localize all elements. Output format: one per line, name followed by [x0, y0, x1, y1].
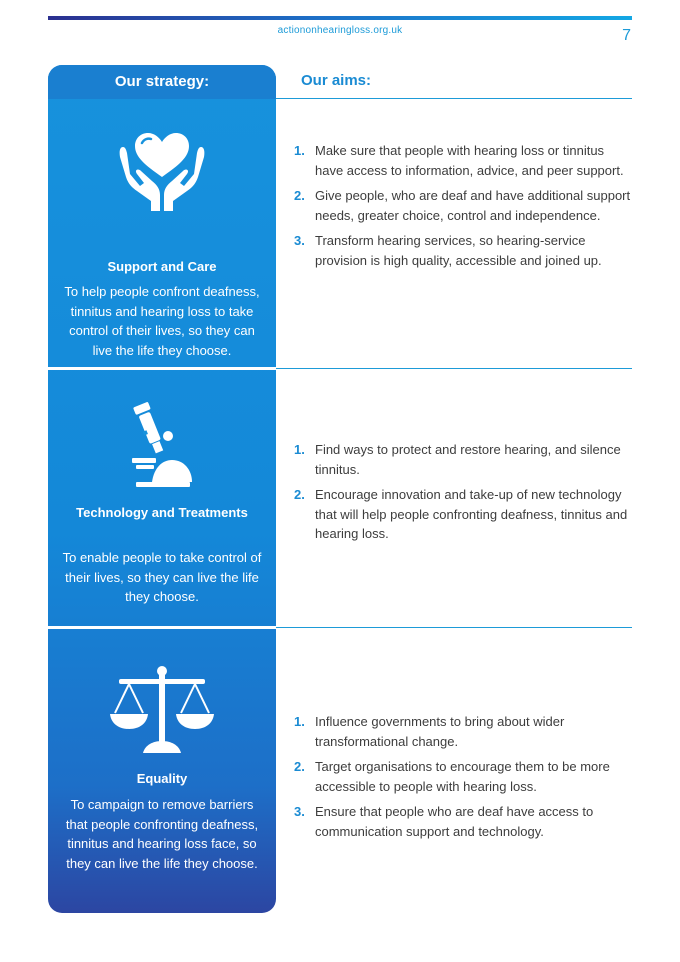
aim-item: 1. Influence governments to bring about wider transformational change. [294, 714, 565, 749]
aim-item: 3. Transform hearing services, so hearing-service provision is high quality, accessible and joined up. [294, 233, 602, 268]
scales-icon [107, 665, 217, 762]
aims-section-rule [276, 368, 632, 369]
microscope-icon [122, 398, 202, 495]
section-description: To help people confront deafness, tinnitus and hearing loss to take control of their lives, so they can live the life they choose. [64, 284, 260, 358]
aim-item: 3. Ensure that people who are deaf have access to communication support and technology. [294, 804, 594, 839]
section-title: Technology and Treatments [76, 505, 248, 520]
aims-heading-rule [276, 98, 632, 99]
aim-item: 1. Make sure that people with hearing loss or tinnitus have access to information, advice, and peer support. [294, 143, 624, 178]
aims-section-rule [276, 627, 632, 628]
aim-item: 2. Encourage innovation and take-up of new technology that will help people confronting deafness, tinnitus and hearing loss. [294, 487, 628, 541]
strategy-equality [48, 629, 276, 913]
aim-item: 1. Find ways to protect and restore hearing, and silence tinnitus. [294, 442, 621, 477]
page-number: 7 [622, 27, 631, 44]
section-description: To campaign to remove barriers that people confronting deafness, tinnitus and hearing loss face, so they can live the life they choose. [65, 797, 259, 871]
strategy-column [48, 65, 276, 913]
heart-in-hands-icon [117, 119, 207, 216]
section-description: To enable people to take control of their lives, so they can live the life they choose. [62, 550, 262, 604]
strategy-heading: Our strategy: [48, 65, 276, 99]
aims-list-equality [294, 712, 632, 847]
aims-heading: Our aims: [301, 72, 372, 89]
aim-item: 2. Give people, who are deaf and have additional support needs, greater choice, control and independence. [294, 188, 631, 223]
aims-list-technology-and-treatments [294, 440, 632, 550]
section-title: Support and Care [107, 259, 217, 274]
website-url: actiononhearingloss.org.uk [277, 25, 403, 36]
aim-item: 2. Target organisations to encourage them to be more accessible to people with hearing loss. [294, 759, 610, 794]
section-title: Equality [136, 771, 188, 786]
strategy-support-and-care [48, 99, 276, 367]
strategy-technology-and-treatments [48, 370, 276, 626]
header-accent-bar [48, 16, 632, 20]
aims-list-support-and-care [294, 141, 632, 276]
